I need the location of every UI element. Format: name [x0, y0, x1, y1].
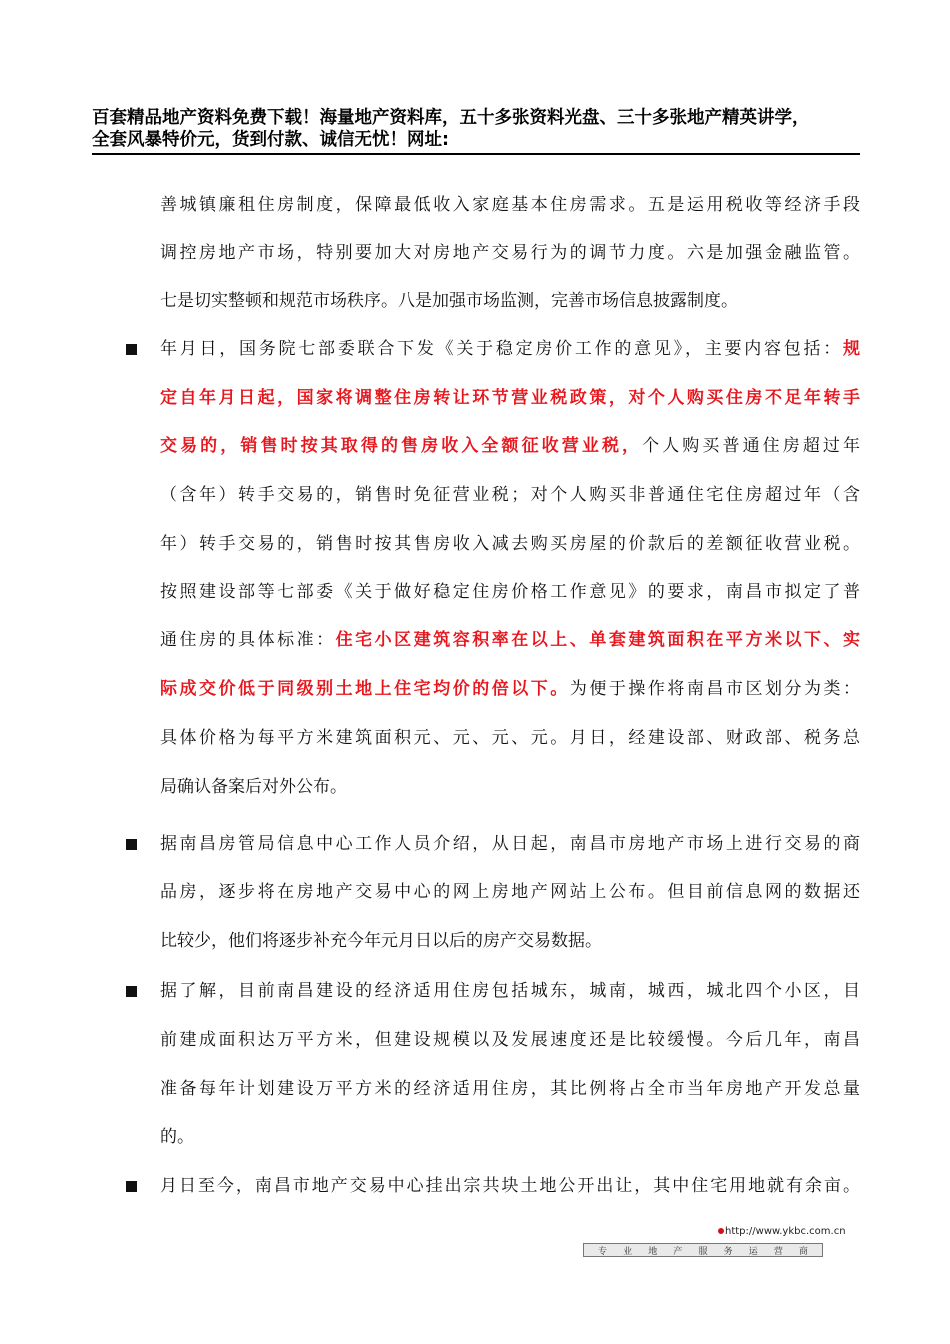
text-line: [160, 979, 863, 1003]
text-line: [160, 1125, 194, 1149]
text-line: [160, 434, 863, 458]
text-line: [160, 193, 863, 217]
text-line: [160, 677, 863, 701]
slogan-char: 营: [773, 1246, 783, 1257]
text-line: [160, 1028, 863, 1052]
text-line: [160, 628, 863, 652]
text-line: [160, 1077, 863, 1101]
square-bullet-icon: [126, 344, 137, 355]
text-segment: 七是切实整顿和规范市场秩序。八是加强市场监测，完善市场信息披露制度。: [160, 291, 738, 311]
text-line: [160, 241, 863, 265]
footer-url-text: http://www.ykbc.com.cn: [725, 1226, 846, 1237]
text-line: [160, 386, 863, 410]
text-line: [160, 1174, 862, 1198]
highlight-text: 规: [843, 339, 863, 359]
text-segment: 善城镇廉租住房制度，保障最低收入家庭基本住房需求。五是运用税收等经济手段: [160, 195, 863, 215]
header-line-1: 百套精品地产资料免费下载！海量地产资料库，五十多张资料光盘、三十多张地产精英讲学，: [92, 108, 810, 128]
text-line: [160, 775, 347, 799]
text-segment: 为便于操作将南昌市区划分为类：: [569, 679, 863, 699]
text-segment: 个人购买普通住房超过年: [642, 436, 864, 456]
footer-url[interactable]: [718, 1226, 846, 1237]
text-line: [160, 832, 863, 856]
slogan-char: 运: [748, 1246, 758, 1257]
red-dot-icon: [718, 1228, 724, 1234]
highlight-text: 交易的，销售时按其取得的售房收入全额征收营业税，: [160, 436, 643, 456]
header-line-2: 全套风暴特价元，货到付款、诚信无忧！网址:: [92, 130, 449, 150]
text-segment: 调控房地产市场，特别要加大对房地产交易行为的调节力度。六是加强金融监管。: [160, 243, 863, 263]
text-segment: 年月日，国务院七部委联合下发《关于稳定房价工作的意见》，主要内容包括：: [160, 339, 843, 359]
square-bullet-icon: [126, 1181, 137, 1192]
highlight-text: 住宅小区建筑容积率在以上、单套建筑面积在平方米以下、实: [335, 630, 863, 650]
text-segment: 的。: [160, 1127, 194, 1147]
text-segment: 具体价格为每平方米建筑面积元、元、元、元。月日，经建设部、财政部、税务总: [160, 728, 863, 748]
text-line: [160, 929, 602, 953]
text-segment: 据南昌房管局信息中心工作人员介绍，从日起，南昌市房地产市场上进行交易的商: [160, 834, 863, 854]
text-segment: 年）转手交易的，销售时按其售房收入减去购买房屋的价款后的差额征收营业税。: [160, 534, 863, 554]
text-line: [160, 483, 863, 507]
slogan-char: 地: [648, 1246, 658, 1257]
square-bullet-icon: [126, 839, 137, 850]
text-segment: 通住房的具体标准：: [160, 630, 336, 650]
text-segment: 按照建设部等七部委《关于做好稳定住房价格工作意见》的要求，南昌市拟定了普: [160, 582, 863, 602]
slogan-char: 商: [798, 1246, 808, 1257]
text-segment: 准备每年计划建设万平方米的经济适用住房，其比例将占全市当年房地产开发总量: [160, 1079, 863, 1099]
highlight-text: 定自年月日起，国家将调整住房转让环节营业税政策，对个人购买住房不足年转手: [160, 388, 863, 408]
text-segment: 品房，逐步将在房地产交易中心的网上房地产网站上公布。但目前信息网的数据还: [160, 882, 863, 902]
square-bullet-icon: [126, 986, 137, 997]
footer-slogan-bar: [583, 1243, 823, 1257]
highlight-text: 际成交价低于同级别土地上住宅均价的倍以下。: [160, 679, 570, 699]
text-line: [160, 880, 863, 904]
text-line: [160, 580, 863, 604]
text-line: [160, 726, 863, 750]
text-segment: 据了解，目前南昌建设的经济适用住房包括城东，城南，城西，城北四个小区，目: [160, 981, 863, 1001]
text-segment: （含年）转手交易的，销售时免征营业税；对个人购买非普通住宅住房超过年（含: [160, 485, 863, 505]
text-segment: 月日至今，南昌市地产交易中心挂出宗共块土地公开出让，其中住宅用地就有余亩。: [160, 1176, 862, 1196]
slogan-char: 服: [698, 1246, 708, 1257]
slogan-char: 专: [598, 1246, 608, 1257]
text-line: [160, 337, 863, 361]
text-line: [160, 289, 738, 313]
text-segment: 比较少，他们将逐步补充今年元月日以后的房产交易数据。: [160, 931, 602, 951]
text-segment: 前建成面积达万平方米，但建设规模以及发展速度还是比较缓慢。今后几年，南昌: [160, 1030, 863, 1050]
slogan-char: 业: [623, 1246, 633, 1257]
text-line: [160, 532, 863, 556]
slogan-char: 务: [723, 1246, 733, 1257]
text-segment: 局确认备案后对外公布。: [160, 777, 347, 797]
slogan-char: 产: [673, 1246, 683, 1257]
